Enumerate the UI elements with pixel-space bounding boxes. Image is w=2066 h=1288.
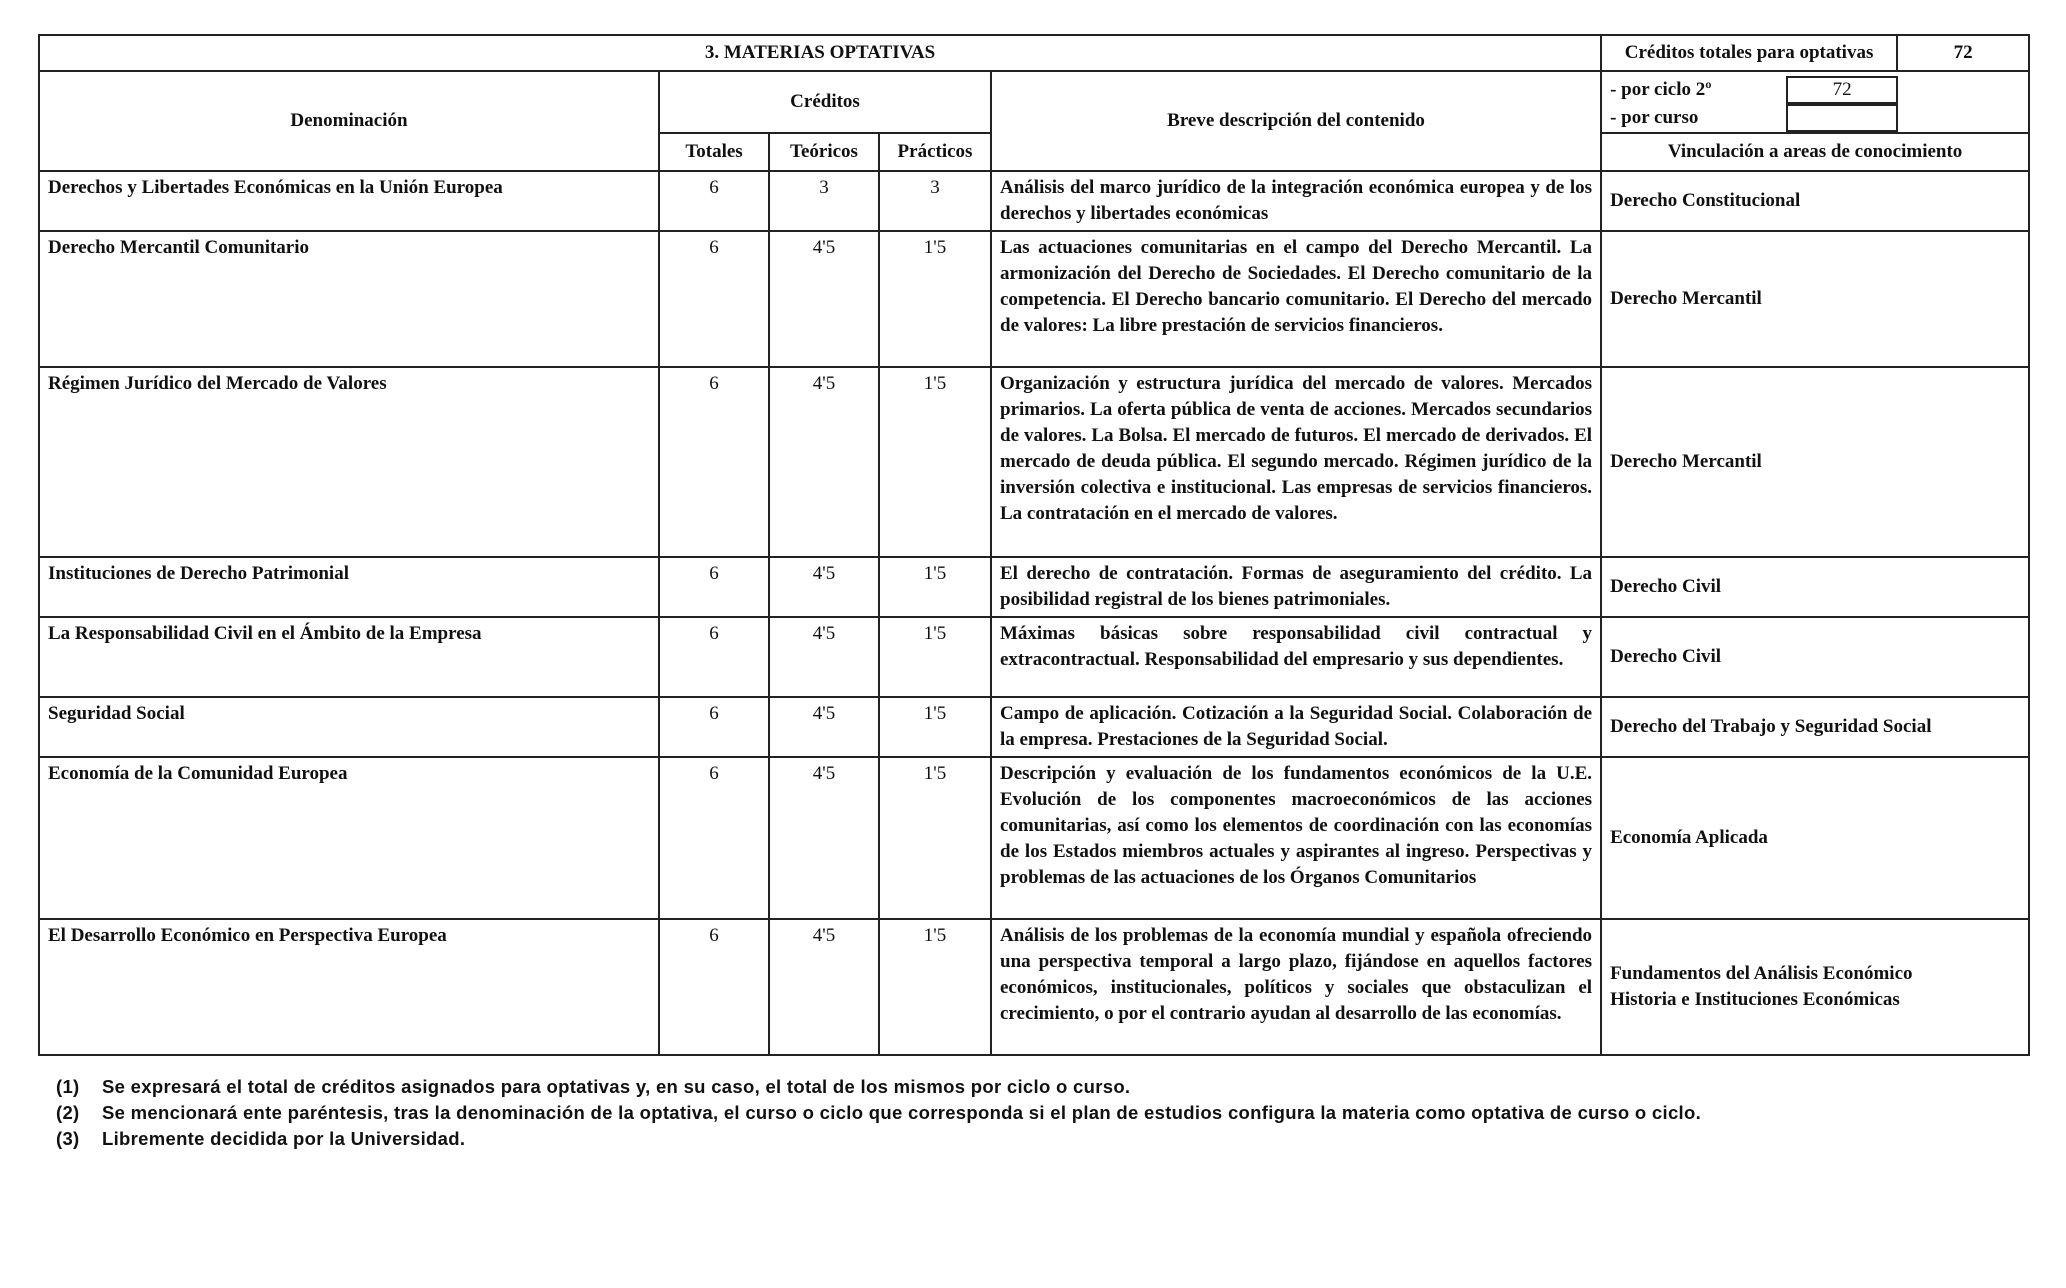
- subject-description: Descripción y evaluación de los fundamentos económicos de la U.E. Evolución de los componentes macroeconómicos de las acciones comunitarias, así como los elementos de coordinación con las economías de los Estados miembros actuales y aspirantes al ingreso. Perspectivas y problemas de las actuaciones de los Órganos Comunitarios: [991, 757, 1601, 919]
- subject-description: Organización y estructura jurídica del mercado de valores. Mercados primarios. La oferta pública de venta de acciones. Mercados secundarios de valores. La Bolsa. El mercado de futuros. El mercado de derivados. El mercado de deuda pública. El segundo mercado. Régimen jurídico de la inversión colectiva e institucional. Las empresas de servicios financieros. La contratación en el mercado de valores.: [991, 367, 1601, 557]
- subject-description: Análisis del marco jurídico de la integración económica europea y de los derechos y libertades económicas: [991, 171, 1601, 231]
- credits-practicos: 1'5: [879, 757, 991, 919]
- subject-name: Régimen Jurídico del Mercado de Valores: [39, 367, 659, 557]
- table-row: [39, 919, 2029, 1055]
- credits-practicos: 1'5: [879, 367, 991, 557]
- subject-name: Derechos y Libertades Económicas en la Unión Europea: [39, 171, 659, 231]
- credits-totales: 6: [659, 367, 769, 557]
- credits-teoricos: 3: [769, 171, 879, 231]
- footnote-3: (3) Libremente decidida por la Universidad.: [56, 1128, 466, 1149]
- header-vinculacion: Vinculación a areas de conocimiento: [1601, 133, 2029, 171]
- section-title: 3. MATERIAS OPTATIVAS: [39, 35, 1601, 71]
- credits-teoricos: 4'5: [769, 617, 879, 697]
- footnote-2: (2) Se mencionará ente paréntesis, tras la denominación de la optativa, el curso o ciclo que corresponda si el plan de estudios configura la materia como optativa de curso o ciclo.: [56, 1102, 1702, 1123]
- header-creditos: Créditos: [659, 71, 991, 133]
- optativas-table: [38, 34, 2030, 1056]
- credits-totales: 6: [659, 617, 769, 697]
- header-denominacion: Denominación: [39, 71, 659, 171]
- table-row: [39, 367, 2029, 557]
- header-teoricos: Teóricos: [769, 133, 879, 171]
- knowledge-area: Derecho Mercantil: [1601, 367, 2029, 557]
- credits-practicos: 1'5: [879, 557, 991, 617]
- knowledge-area: Derecho Constitucional: [1601, 171, 2029, 231]
- credits-totales: 6: [659, 557, 769, 617]
- credits-teoricos: 4'5: [769, 919, 879, 1055]
- credits-totales: 6: [659, 231, 769, 367]
- table-row: [39, 231, 2029, 367]
- knowledge-area: Economía Aplicada: [1601, 757, 2029, 919]
- knowledge-area: Fundamentos del Análisis Económico Historia e Instituciones Económicas: [1601, 919, 2029, 1055]
- subject-name: La Responsabilidad Civil en el Ámbito de la Empresa: [39, 617, 659, 697]
- header-practicos: Prácticos: [879, 133, 991, 171]
- por-curso-label: - por curso: [1610, 107, 1699, 128]
- subject-description: Las actuaciones comunitarias en el campo del Derecho Mercantil. La armonización del Derecho de Sociedades. El Derecho comunitario de la competencia. El Derecho bancario comunitario. El Derecho del mercado de valores: La libre prestación de servicios financieros.: [991, 231, 1601, 367]
- table-row: [39, 557, 2029, 617]
- cycle-credits-cell: [1601, 71, 2029, 133]
- credits-totales: 6: [659, 171, 769, 231]
- subject-description: Campo de aplicación. Cotización a la Seguridad Social. Colaboración de la empresa. Prestaciones de la Seguridad Social.: [991, 697, 1601, 757]
- table-row: [39, 617, 2029, 697]
- credits-totales: 6: [659, 919, 769, 1055]
- header-totales: Totales: [659, 133, 769, 171]
- credits-teoricos: 4'5: [769, 231, 879, 367]
- knowledge-area: Derecho Mercantil: [1601, 231, 2029, 367]
- credits-totales: 6: [659, 697, 769, 757]
- header-descripcion: Breve descripción del contenido: [991, 71, 1601, 171]
- table-row: [39, 171, 2029, 231]
- subject-name: Seguridad Social: [39, 697, 659, 757]
- credits-practicos: 1'5: [879, 231, 991, 367]
- subject-description: Máximas básicas sobre responsabilidad civil contractual y extracontractual. Responsabilidad del empresario y sus dependientes.: [991, 617, 1601, 697]
- footnotes: [56, 1074, 1701, 1152]
- credits-teoricos: 4'5: [769, 367, 879, 557]
- credits-practicos: 1'5: [879, 919, 991, 1055]
- subject-name: Economía de la Comunidad Europea: [39, 757, 659, 919]
- subject-description: Análisis de los problemas de la economía mundial y española ofreciendo una perspectiva temporal a largo plazo, fijándose en aquellos factores económicos, institucionales, políticos y sociales que obstaculizan el crecimiento, o por el contrario ayudan al desarrollo de las economías.: [991, 919, 1601, 1055]
- total-credits-cell: [1601, 35, 2029, 71]
- por-ciclo-value: 72: [1786, 76, 1898, 104]
- total-credits-label: Créditos totales para optativas: [1602, 36, 1898, 70]
- knowledge-area: Derecho Civil: [1601, 557, 2029, 617]
- credits-practicos: 1'5: [879, 697, 991, 757]
- subject-name: Instituciones de Derecho Patrimonial: [39, 557, 659, 617]
- subject-description: El derecho de contratación. Formas de aseguramiento del crédito. La posibilidad registral de los bienes patrimoniales.: [991, 557, 1601, 617]
- table-row: [39, 697, 2029, 757]
- credits-teoricos: 4'5: [769, 557, 879, 617]
- credits-practicos: 3: [879, 171, 991, 231]
- subject-name: Derecho Mercantil Comunitario: [39, 231, 659, 367]
- por-ciclo-label: - por ciclo 2º: [1610, 79, 1712, 100]
- credits-teoricos: 4'5: [769, 757, 879, 919]
- knowledge-area: Derecho del Trabajo y Seguridad Social: [1601, 697, 2029, 757]
- credits-teoricos: 4'5: [769, 697, 879, 757]
- document-page: [38, 34, 2028, 1056]
- subject-name: El Desarrollo Económico en Perspectiva Europea: [39, 919, 659, 1055]
- knowledge-area: Derecho Civil: [1601, 617, 2029, 697]
- total-credits-value: 72: [1953, 42, 1973, 63]
- credits-totales: 6: [659, 757, 769, 919]
- table-row: [39, 757, 2029, 919]
- por-curso-value: [1786, 104, 1898, 132]
- credits-practicos: 1'5: [879, 617, 991, 697]
- footnote-1: (1) Se expresará el total de créditos asignados para optativas y, en su caso, el total de los mismos por ciclo o curso.: [56, 1076, 1131, 1097]
